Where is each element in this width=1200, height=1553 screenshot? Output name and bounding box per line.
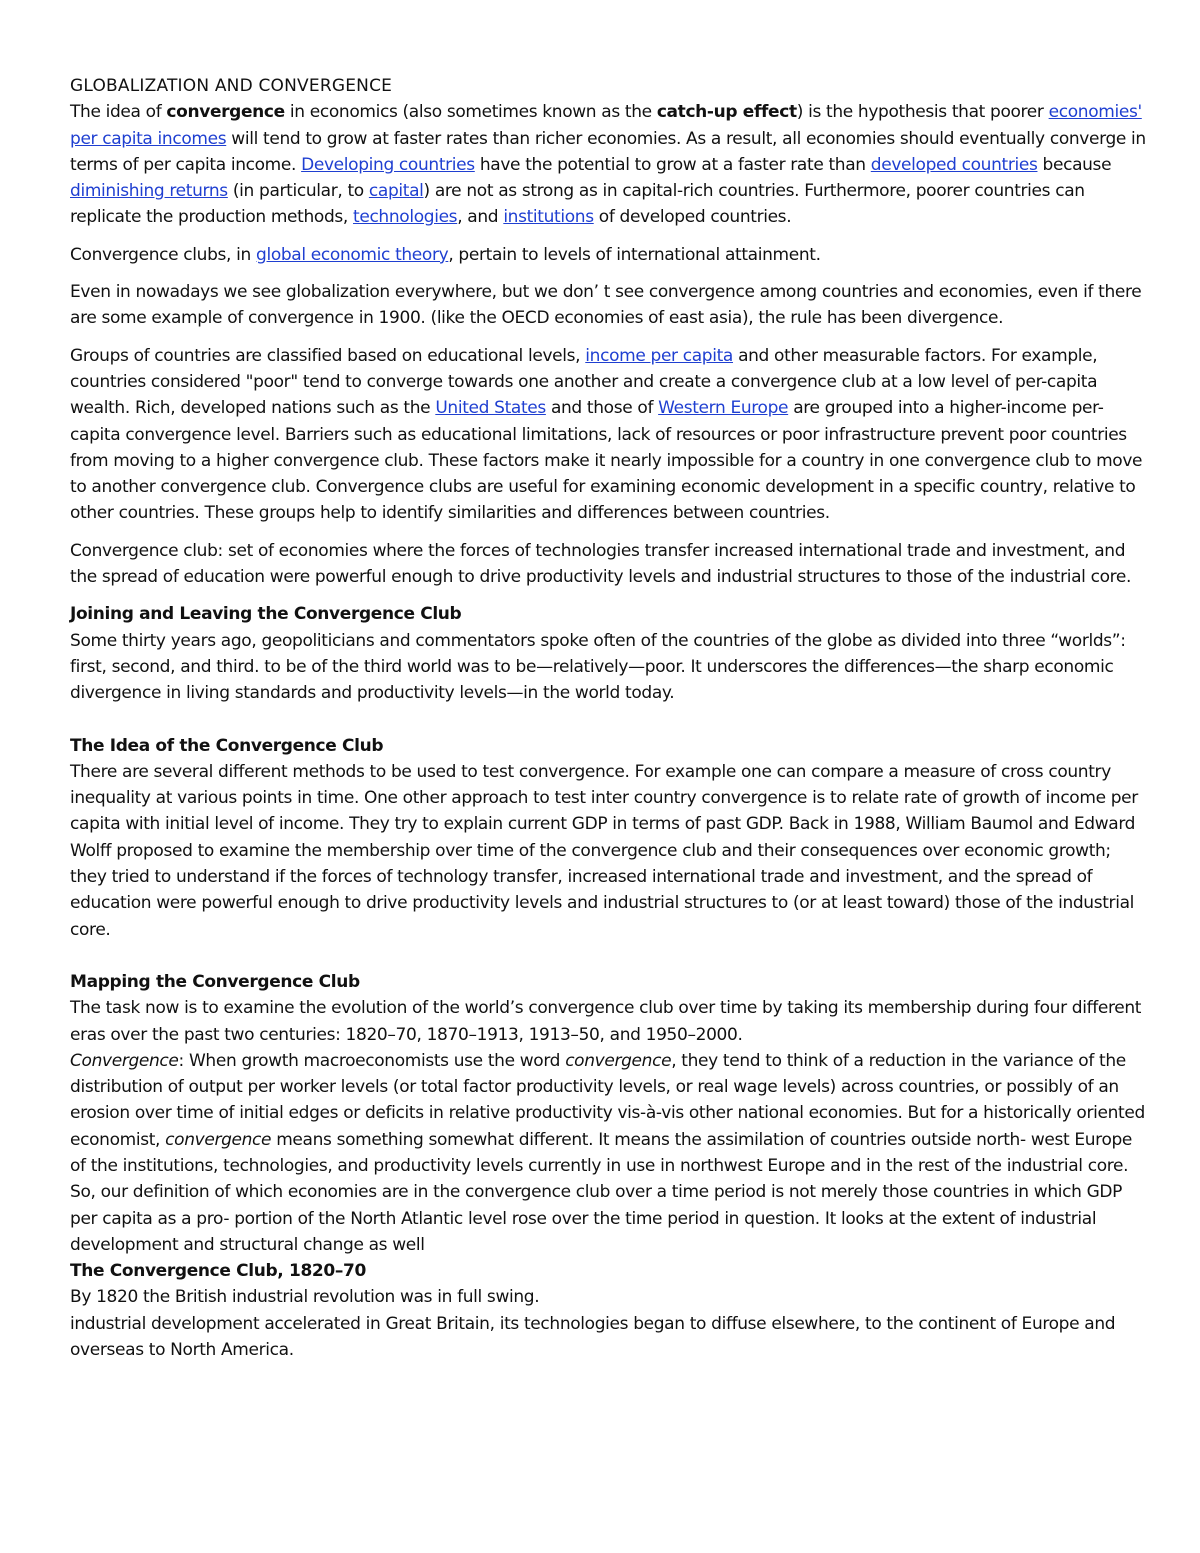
- link-institutions[interactable]: institutions: [503, 207, 594, 228]
- link-capital[interactable]: capital: [368, 181, 424, 202]
- link-diminishing-returns[interactable]: diminishing returns: [70, 181, 228, 202]
- paragraph-convergence-club-definition: Convergence club: set of economies where the forces of technologies transfer increased international trade and investment, and the spread of education were powerful enough to drive productivity levels and industrial structures to those of the industrial core.: [70, 540, 1132, 588]
- paragraph-diffusion: industrial development accelerated in Great Britain, its technologies began to diffuse elsewhere, to the continent of Europe and overseas to North America.: [70, 1313, 1116, 1361]
- heading-club-1820-70: The Convergence Club, 1820–70: [70, 1261, 366, 1282]
- paragraph-four-eras: The task now is to examine the evolution of the world’s convergence club over time by taking its membership during four different eras over the past two centuries: 1820–70, 1870–1913, 1913–50, and 1950–2000.: [70, 998, 1142, 1045]
- link-developed-countries[interactable]: developed countries: [870, 154, 1038, 175]
- heading-joining-leaving: Joining and Leaving the Convergence Club: [70, 604, 462, 625]
- link-global-economic-theory[interactable]: global economic theory: [256, 244, 449, 265]
- link-united-states[interactable]: United States: [435, 398, 546, 419]
- link-developing-countries[interactable]: Developing countries: [301, 154, 475, 175]
- link-economies[interactable]: economies': [1048, 102, 1142, 123]
- link-technologies[interactable]: technologies: [353, 207, 458, 228]
- link-income-per-capita[interactable]: income per capita: [585, 345, 734, 366]
- paragraph-testing-convergence: There are several different methods to be used to test convergence. For example one can compare a measure of cross country inequality at various points in time. One other approach to test inter country convergence is to relate rate of growth of income per capita with initial level of income. They try to explain current GDP in terms of past GDP. Back in 1988, William Baumol and Edward Wolff proposed to examine the membership over time of the convergence club and their consequences over economic growth; they tried to understand if the forces of technology transfer, increased international trade and investment, and the spread of education were powerful enough to drive productivity levels and industrial structures to (or at least toward) those of the industrial core.: [70, 761, 1138, 940]
- paragraph-club-definition-period: So, our definition of which economies are in the convergence club over a time period is not merely those countries in which GDP per capita as a pro- portion of the North Atlantic level rose over the time period in question. It looks at the extent of industrial development and structural change as well: [70, 1182, 1123, 1255]
- paragraph-convergence-meaning: Convergence: When growth macroeconomists use the word convergence, they tend to think of a reduction in the variance of the distribution of output per worker levels (or total factor productivity levels, or real wage levels) across countries, or possibly of an erosion over time of initial edges or deficits in relative productivity vis-à-vis other national economies. But for a historically oriented economist, convergence means something somewhat different. It means the assimilation of countries outside north- west Europe of the institutions, technologies, and productivity levels currently in use in northwest Europe and in the rest of the industrial core.: [70, 1050, 1145, 1176]
- paragraph-three-worlds: Some thirty years ago, geopoliticians and commentators spoke often of the countries of the globe as divided into three “worlds”: first, second, and third. to be of the third world was to be—relatively—poor. It underscores the differences—the sharp economic divergence in living standards and productivity levels—in the world today.: [70, 630, 1126, 704]
- paragraph-british-revolution: By 1820 the British industrial revolution was in full swing.: [70, 1287, 540, 1308]
- link-western-europe[interactable]: Western Europe: [658, 398, 789, 419]
- paragraph-groups-of-countries: Groups of countries are classified based on educational levels, income per capita and other measurable factors. For example, countries considered "poor" tend to converge towards one another and create a convergence club at a low level of per-capita wealth. Rich, developed nations such as the United States and those of Western Europe are grouped into a higher-income per-capita convergence level. Barriers such as educational limitations, lack of resources or poor infrastructure prevent poor countries from moving to a higher convergence club. These factors make it nearly impossible for a country in one convergence club to move to another convergence club. Convergence clubs are useful for examining economic development in a specific country, relative to other countries. These groups help to identify similarities and differences between countries.: [70, 345, 1143, 524]
- document-title: GLOBALIZATION AND CONVERGENCE: [70, 76, 393, 96]
- heading-idea-of-club: The Idea of the Convergence Club: [70, 735, 384, 756]
- paragraph-convergence-definition: The idea of convergence in economics (also sometimes known as the catch-up effect) is the hypothesis that poorer economies' per capita incomes will tend to grow at faster rates than richer economies. As a result, all economies should eventually converge in terms of per capita income. Developing countries have the potential to grow at a faster rate than developed countries because diminishing returns (in particular, to capital) are not as strong as in capital-rich countries. Furthermore, poorer countries can replicate the production methods, technologies, and institutions of developed countries.: [70, 102, 1146, 228]
- link-per-capita-incomes[interactable]: per capita incomes: [70, 128, 227, 149]
- paragraph-convergence-clubs: Convergence clubs, in global economic theory, pertain to levels of international attainment.: [70, 244, 821, 265]
- heading-mapping-club: Mapping the Convergence Club: [70, 971, 360, 992]
- paragraph-globalization-divergence: Even in nowadays we see globalization everywhere, but we don’ t see convergence among countries and economies, even if there are some example of convergence in 1900. (like the OECD economies of east asia), the rule has been divergence.: [70, 282, 1142, 329]
- document-body: [70, 73, 1150, 1363]
